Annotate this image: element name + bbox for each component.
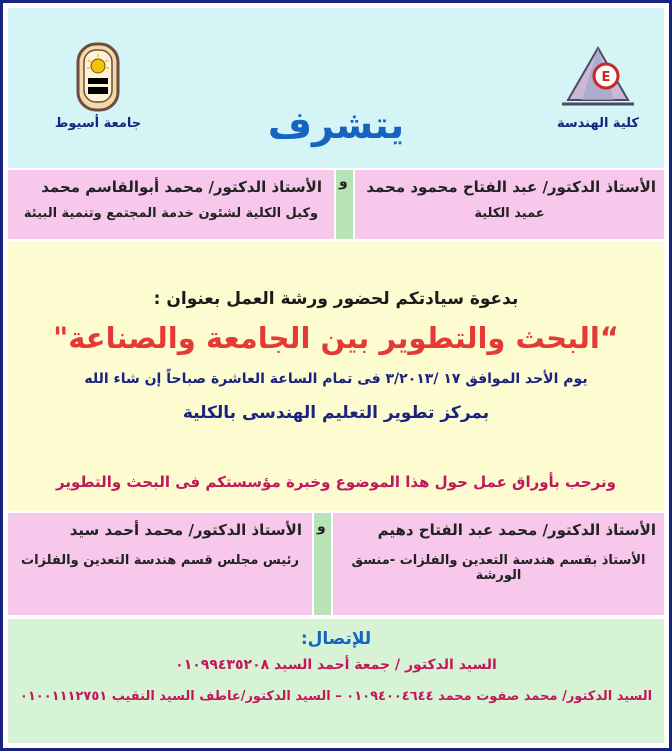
right-logo-caption: كلية الهندسة: [557, 116, 639, 131]
organizers-conjunction: و: [317, 519, 326, 535]
header: [8, 8, 664, 168]
coordinator-role: الأستاذ بقسم هندسة التعدين والفلزات -منسق الورشة: [351, 553, 646, 583]
hosts-separator: [336, 170, 353, 239]
hosts-conjunction: و: [339, 174, 348, 190]
coordinator-panel: [333, 513, 664, 615]
svg-text:E: E: [601, 70, 611, 85]
contact-panel: [8, 619, 664, 743]
host-vice-dean-panel: [8, 170, 334, 239]
host-vice-dean-name: الأستاذ الدكتور/ محمد أبوالقاسم محمد: [41, 178, 322, 196]
page-title: يتشرف: [267, 103, 405, 147]
host-dean-panel: [355, 170, 664, 239]
workshop-datetime: يوم الأحد الموافق ١٧ /٣/٢٠١٣ فى تمام الساعة العاشرة صباحاً إن شاء الله: [84, 371, 588, 387]
left-logo-caption: جامعة أسيوط: [54, 116, 142, 131]
contact-heading: للإتصال:: [300, 629, 372, 649]
organizers-separator: [314, 513, 331, 615]
department-head-role: رئيس مجلس قسم هندسة التعدين والفلزات: [21, 553, 299, 568]
workshop-title: “البحث والتطوير بين الجامعة والصناعة": [53, 321, 619, 355]
invitation-intro: بدعوة سيادتكم لحضور ورشة العمل بعنوان :: [153, 289, 519, 309]
department-head-panel: [8, 513, 312, 615]
host-dean-role: عميد الكلية: [474, 206, 545, 221]
coordinator-name: الأستاذ الدكتور/ محمد عبد الفتاح دهيم: [377, 521, 656, 539]
host-vice-dean-role: وكيل الكلية لشئون خدمة المجتمع وتنمية البيئة: [23, 206, 319, 221]
contact-line-1: السيد الدكتور / جمعة أحمد السيد ٠١٠٩٩٤٣٥٢٠٨: [175, 657, 497, 673]
papers-welcome: ونرحب بأوراق عمل حول هذا الموضوع وخبرة مؤسستكم فى البحث والتطوير: [55, 473, 617, 491]
contact-line-2: السيد الدكتور/ محمد صفوت محمد ٠١٠٩٤٠٠٤٦٤٤ – السيد الدكتور/عاطف السيد النقيب ٠١٠٠١١١٢٧٥١: [19, 689, 653, 704]
workshop-location: بمركز تطوير التعليم الهندسى بالكلية: [182, 403, 490, 423]
invitation-body: [8, 241, 664, 511]
department-head-name: الأستاذ الدكتور/ محمد أحمد سيد: [69, 521, 302, 539]
host-dean-name: الأستاذ الدكتور/ عبد الفتاح محمود محمد: [366, 178, 656, 196]
